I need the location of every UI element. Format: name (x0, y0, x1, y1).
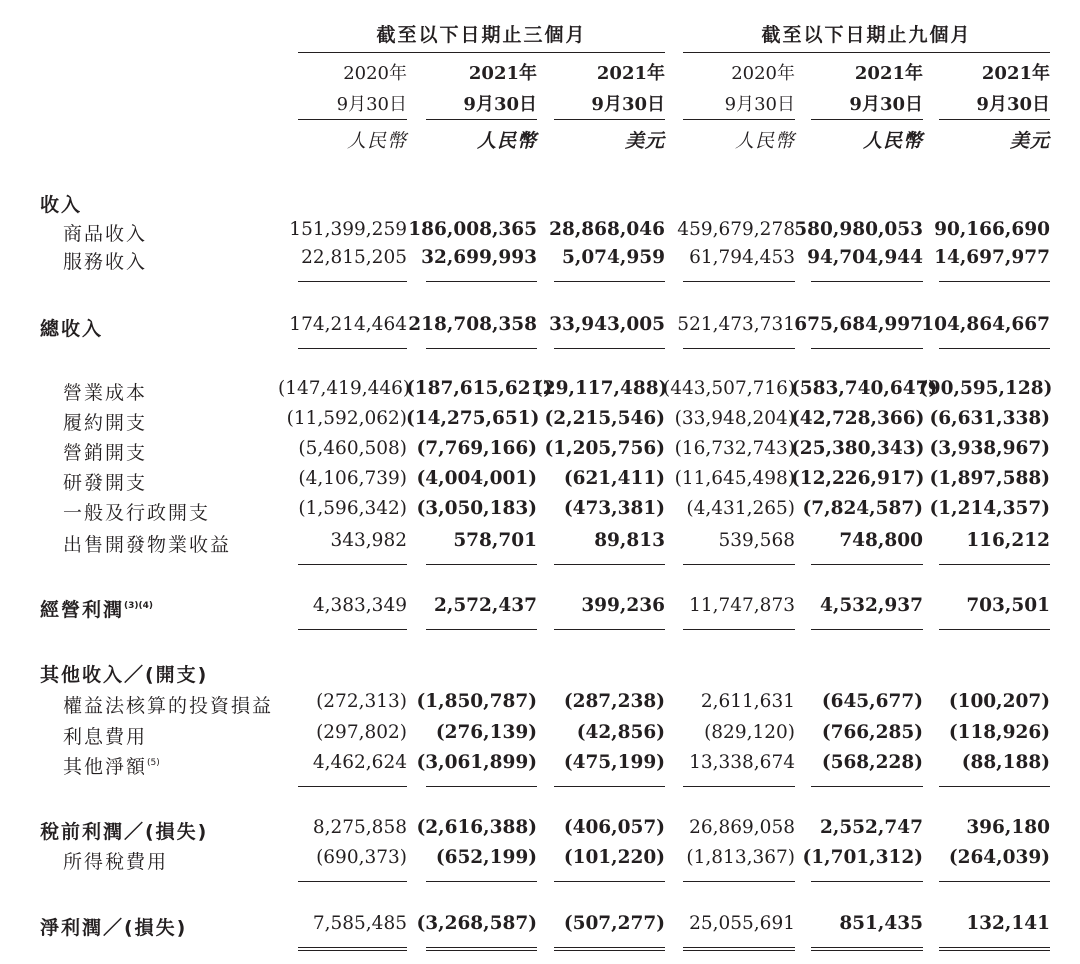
cell-value: (2,215,546) (544, 408, 665, 429)
total-underline (939, 947, 1050, 951)
cell-value: (1,214,357) (929, 498, 1050, 519)
cell-value: (473,381) (563, 498, 665, 519)
row-label: 利息費用 (63, 726, 148, 748)
cell-value: 343,982 (330, 530, 407, 551)
column-header-date (683, 58, 795, 120)
total-underline (683, 629, 795, 630)
column-header-day: 9月30日 (849, 94, 923, 115)
cell-value: (1,205,756) (544, 438, 665, 459)
cell-value: (1,596,342) (298, 498, 407, 519)
cell-value: 33,943,005 (549, 314, 665, 335)
total-underline (298, 564, 407, 565)
total-underline (683, 786, 795, 787)
cell-value: (7,769,166) (416, 438, 537, 459)
total-underline (683, 881, 795, 882)
row-label: 出售開發物業收益 (63, 534, 232, 556)
column-header-year: 2021年 (854, 63, 923, 84)
cell-value: (645,677) (821, 691, 923, 712)
column-currency: 人民幣 (734, 130, 795, 152)
column-header-day: 9月30日 (976, 94, 1050, 115)
row-label: 權益法核算的投資損益 (63, 695, 274, 717)
cell-value: (652,199) (435, 847, 537, 868)
column-header-date (939, 58, 1050, 120)
total-underline (426, 629, 537, 630)
cell-value: (118,926) (948, 722, 1050, 743)
total-underline (554, 281, 665, 282)
column-header-date (811, 58, 923, 120)
cell-value: 675,684,997 (794, 314, 923, 335)
cell-value: (621,411) (563, 468, 665, 489)
cell-value: (29,117,488) (534, 378, 668, 399)
row-label: 營銷開支 (63, 442, 148, 464)
cell-value: (11,645,498) (674, 468, 795, 489)
total-underline (811, 629, 923, 630)
row-label: 服務收入 (63, 251, 148, 273)
total-underline (683, 564, 795, 565)
cell-value: (4,106,739) (298, 468, 407, 489)
group-header-rule (298, 52, 665, 53)
cell-value: 2,572,437 (434, 595, 537, 616)
column-header-date (426, 58, 537, 120)
cell-value: (5,460,508) (298, 438, 407, 459)
footnote-marker: (3)(4) (124, 601, 153, 611)
cell-value: 851,435 (839, 913, 923, 934)
total-underline (554, 629, 665, 630)
cell-value: 32,699,993 (421, 247, 537, 268)
total-underline (939, 629, 1050, 630)
cell-value: (4,431,265) (686, 498, 795, 519)
cell-value: 4,383,349 (312, 595, 407, 616)
cell-value: 399,236 (581, 595, 665, 616)
cell-value: (42,728,366) (791, 408, 925, 429)
footnote-marker: (5) (147, 758, 160, 768)
cell-value: 396,180 (966, 817, 1050, 838)
row-label: 一般及行政開支 (63, 502, 211, 524)
cell-value: (3,050,183) (416, 498, 537, 519)
cell-value: 8,275,858 (312, 817, 407, 838)
row-label: 履約開支 (63, 412, 148, 434)
total-underline (683, 348, 795, 349)
cell-value: (147,419,446) (278, 378, 411, 399)
total-underline (298, 881, 407, 882)
column-header-date (298, 58, 407, 120)
total-underline (426, 348, 537, 349)
column-header-year: 2021年 (468, 63, 537, 84)
row-label: 商品收入 (63, 223, 148, 245)
cell-value: (297,802) (316, 722, 407, 743)
cell-value: 4,462,624 (312, 752, 407, 773)
total-underline (811, 881, 923, 882)
cell-value: (766,285) (821, 722, 923, 743)
cell-value: (12,226,917) (791, 468, 925, 489)
cell-value: (25,380,343) (791, 438, 925, 459)
total-underline (683, 281, 795, 282)
column-header-day: 9月30日 (336, 94, 407, 115)
total-underline (939, 881, 1050, 882)
column-header-date (554, 58, 665, 120)
cell-value: (1,897,588) (929, 468, 1050, 489)
cell-value: 7,585,485 (312, 913, 407, 934)
cell-value: 748,800 (839, 530, 923, 551)
cell-value: 218,708,358 (408, 314, 537, 335)
column-currency: 人民幣 (346, 130, 407, 152)
cell-value: (100,207) (948, 691, 1050, 712)
cell-value: (6,631,338) (929, 408, 1050, 429)
column-header-day: 9月30日 (463, 94, 537, 115)
cell-value: (1,701,312) (802, 847, 923, 868)
column-header-rule (426, 119, 537, 120)
row-label: 所得稅費用 (63, 851, 169, 873)
cell-value: (272,313) (316, 691, 407, 712)
column-header-day: 9月30日 (724, 94, 795, 115)
cell-value: (406,057) (563, 817, 665, 838)
total-underline (426, 281, 537, 282)
total-underline (426, 947, 537, 951)
column-group-header: 截至以下日期止三個月 (376, 24, 587, 46)
cell-value: (583,740,647) (791, 378, 938, 399)
cell-value: (7,824,587) (802, 498, 923, 519)
cell-value: 14,697,977 (934, 247, 1050, 268)
cell-value: 459,679,278 (677, 219, 795, 240)
cell-value: 116,212 (966, 530, 1050, 551)
cell-value: 26,869,058 (689, 817, 795, 838)
total-underline (298, 786, 407, 787)
cell-value: (475,199) (563, 752, 665, 773)
row-label: 其他淨額$^{(5)}$ (63, 756, 160, 778)
cell-value: 5,074,959 (562, 247, 665, 268)
cell-value: 521,473,731 (677, 314, 795, 335)
total-underline (683, 947, 795, 951)
cell-value: 186,008,365 (408, 219, 537, 240)
column-currency: 美元 (1009, 130, 1050, 152)
column-header-rule (939, 119, 1050, 120)
column-header-rule (298, 119, 407, 120)
column-header-rule (554, 119, 665, 120)
cell-value: 22,815,205 (301, 247, 407, 268)
total-underline (426, 881, 537, 882)
cell-value: (4,004,001) (416, 468, 537, 489)
total-underline (298, 281, 407, 282)
cell-value: (507,277) (563, 913, 665, 934)
cell-value: (1,813,367) (686, 847, 795, 868)
cell-value: (264,039) (948, 847, 1050, 868)
cell-value: 2,611,631 (700, 691, 795, 712)
total-underline (939, 348, 1050, 349)
total-underline (554, 947, 665, 951)
total-underline (298, 348, 407, 349)
row-label: 經營利潤$^{(3)(4)}$ (40, 599, 153, 621)
cell-value: 578,701 (453, 530, 537, 551)
column-header-rule (811, 119, 923, 120)
cell-value: 61,794,453 (689, 247, 795, 268)
cell-value: 580,980,053 (794, 219, 923, 240)
cell-value: 2,552,747 (820, 817, 923, 838)
column-currency: 人民幣 (476, 130, 537, 152)
column-header-rule (683, 119, 795, 120)
cell-value: (101,220) (563, 847, 665, 868)
column-header-year: 2021年 (596, 63, 665, 84)
column-group-header: 截至以下日期止九個月 (761, 24, 972, 46)
cell-value: 28,868,046 (549, 219, 665, 240)
cell-value: (2,616,388) (416, 817, 537, 838)
cell-value: (568,228) (821, 752, 923, 773)
cell-value: (42,856) (576, 722, 665, 743)
total-underline (298, 629, 407, 630)
cell-value: (3,061,899) (416, 752, 537, 773)
total-underline (811, 786, 923, 787)
cell-value: (14,275,651) (406, 408, 540, 429)
cell-value: 104,864,667 (921, 314, 1050, 335)
cell-value: (3,938,967) (929, 438, 1050, 459)
cell-value: (287,238) (563, 691, 665, 712)
cell-value: (3,268,587) (416, 913, 537, 934)
total-underline (811, 564, 923, 565)
cell-value: (1,850,787) (416, 691, 537, 712)
cell-value: 89,813 (594, 530, 665, 551)
total-underline (554, 786, 665, 787)
column-currency: 人民幣 (862, 130, 923, 152)
group-header-rule (683, 52, 1050, 53)
cell-value: 90,166,690 (934, 219, 1050, 240)
total-underline (811, 281, 923, 282)
column-header-year: 2020年 (731, 63, 795, 84)
column-currency: 美元 (624, 130, 665, 152)
total-underline (811, 348, 923, 349)
cell-value: (443,507,716) (663, 378, 796, 399)
total-underline (554, 564, 665, 565)
row-label: 收入 (40, 194, 83, 216)
total-underline (426, 564, 537, 565)
cell-value: 539,568 (718, 530, 795, 551)
cell-value: 4,532,937 (820, 595, 923, 616)
cell-value: 11,747,873 (689, 595, 795, 616)
total-underline (554, 348, 665, 349)
total-underline (811, 947, 923, 951)
cell-value: (11,592,062) (286, 408, 407, 429)
cell-value: 94,704,944 (807, 247, 923, 268)
total-underline (554, 881, 665, 882)
cell-value: 132,141 (966, 913, 1050, 934)
row-label: 稅前利潤／(損失) (40, 821, 209, 843)
cell-value: 25,055,691 (689, 913, 795, 934)
total-underline (939, 786, 1050, 787)
cell-value: (829,120) (704, 722, 795, 743)
total-underline (939, 281, 1050, 282)
cell-value: (33,948,204) (674, 408, 795, 429)
cell-value: (276,139) (435, 722, 537, 743)
cell-value: 151,399,259 (289, 219, 407, 240)
column-header-day: 9月30日 (591, 94, 665, 115)
total-underline (426, 786, 537, 787)
column-header-year: 2021年 (981, 63, 1050, 84)
row-label: 其他收入／(開支) (40, 664, 209, 686)
total-underline (939, 564, 1050, 565)
cell-value: (90,595,128) (919, 378, 1053, 399)
cell-value: (690,373) (316, 847, 407, 868)
row-label: 總收入 (40, 318, 104, 340)
column-header-year: 2020年 (343, 63, 407, 84)
cell-value: (187,615,621) (406, 378, 553, 399)
cell-value: (88,188) (961, 752, 1050, 773)
row-label: 營業成本 (63, 382, 148, 404)
cell-value: 703,501 (966, 595, 1050, 616)
total-underline (298, 947, 407, 951)
cell-value: 174,214,464 (289, 314, 407, 335)
cell-value: (16,732,743) (674, 438, 795, 459)
row-label: 研發開支 (63, 472, 148, 494)
row-label: 淨利潤／(損失) (40, 917, 188, 939)
cell-value: 13,338,674 (689, 752, 795, 773)
